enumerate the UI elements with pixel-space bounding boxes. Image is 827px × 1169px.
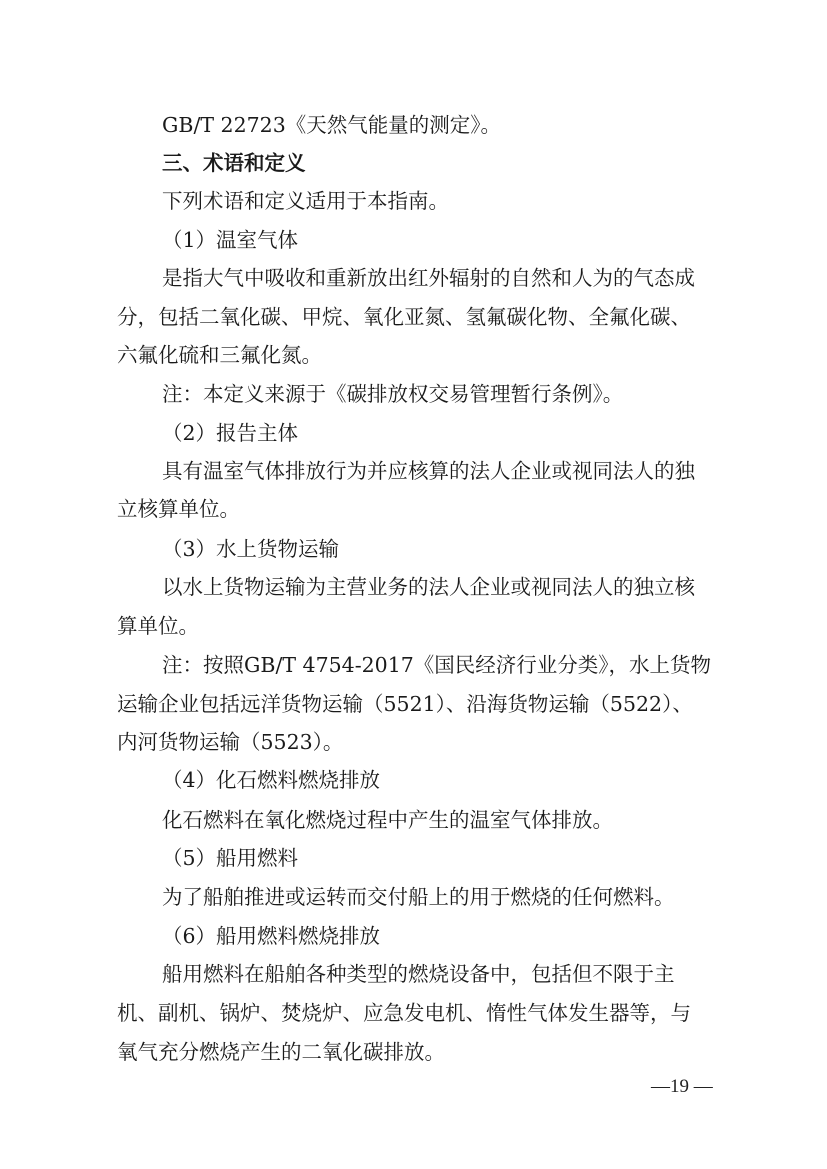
- term-5-title: （5）船用燃料: [162, 846, 299, 870]
- term-3-definition-line-2: 算单位。: [117, 614, 199, 638]
- term-2-title: （2）报告主体: [162, 421, 299, 445]
- term-1-definition-line-2: 分，包括二氧化碳、甲烷、氧化亚氮、氢氟碳化物、全氟化碳、: [117, 305, 691, 329]
- term-3-note-line-2: 运输企业包括远洋货物运输（5521）、沿海货物运输（5522）、: [117, 692, 693, 716]
- term-4-definition: 化石燃料在氧化燃烧过程中产生的温室气体排放。: [162, 808, 613, 832]
- term-6-definition-line-2: 机、副机、锅炉、焚烧炉、应急发电机、惰性气体发生器等，与: [117, 1001, 691, 1025]
- page-number: —19 —: [651, 1076, 713, 1097]
- intro-paragraph: 下列术语和定义适用于本指南。: [162, 189, 449, 213]
- term-1-definition-line-1: 是指大气中吸收和重新放出红外辐射的自然和人为的气态成: [162, 266, 695, 290]
- term-4-title: （4）化石燃料燃烧排放: [162, 768, 381, 792]
- term-3-note-line-1: 注：按照GB/T 4754-2017《国民经济行业分类》，水上货物: [162, 653, 712, 677]
- term-1-title: （1）温室气体: [162, 228, 299, 252]
- term-3-note-line-3: 内河货物运输（5523）。: [117, 730, 344, 754]
- section-heading: 三、术语和定义: [162, 151, 306, 175]
- term-6-definition-line-3: 氧气充分燃烧产生的二氧化碳排放。: [117, 1040, 445, 1064]
- term-2-definition-line-2: 立核算单位。: [117, 497, 240, 521]
- term-3-definition-line-1: 以水上货物运输为主营业务的法人企业或视同法人的独立核: [162, 575, 695, 599]
- term-1-note: 注：本定义来源于《碳排放权交易管理暂行条例》。: [162, 382, 624, 406]
- term-1-definition-line-3: 六氟化硫和三氟化氮。: [117, 343, 322, 367]
- term-5-definition: 为了船舶推进或运转而交付船上的用于燃烧的任何燃料。: [162, 885, 675, 909]
- term-3-title: （3）水上货物运输: [162, 537, 340, 561]
- term-6-definition-line-1: 船用燃料在船舶各种类型的燃烧设备中，包括但不限于主: [162, 962, 675, 986]
- term-2-definition-line-1: 具有温室气体排放行为并应核算的法人企业或视同法人的独: [162, 459, 695, 483]
- term-6-title: （6）船用燃料燃烧排放: [162, 924, 381, 948]
- standard-reference-line: GB/T 22723《天然气能量的测定》。: [162, 113, 502, 137]
